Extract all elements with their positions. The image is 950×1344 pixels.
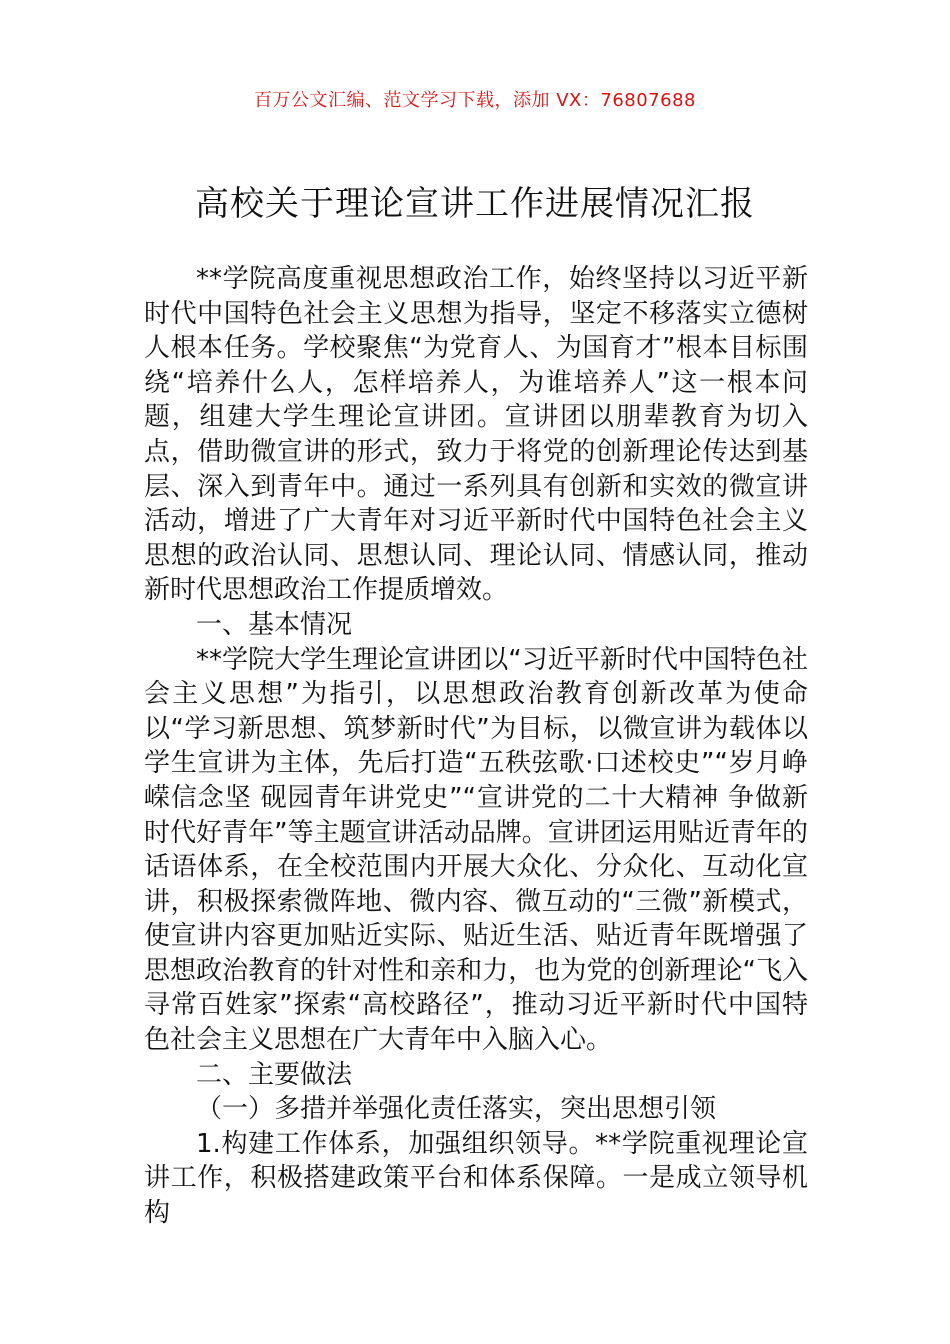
document-body (144, 262, 808, 1231)
body-paragraph-intro: **学院高度重视思想政治工作，始终坚持以习近平新时代中国特色社会主义思想为指导，坚定不移落实立德树人根本任务。学校聚焦“为党育人、为国育才”根本目标围绕“培养什么人，怎样培养人，为谁培养人”这一根本问题，组建大学生理论宣讲团。宣讲团以朋辈教育为切入点，借助微宣讲的形式，致力于将党的创新理论传达到基层、深入到青年中。通过一系列具有创新和实效的微宣讲活动，增进了广大青年对习近平新时代中国特色社会主义思想的政治认同、思想认同、理论认同、情感认同，推动新时代思想政治工作提质增效。 (144, 264, 808, 606)
body-paragraph-item-1: 1.构建工作体系，加强组织领导。**学院重视理论宣讲工作，积极搭建政策平台和体系保障。一是成立领导机构 (144, 1128, 808, 1229)
section-heading-main-practices: 二、主要做法 (196, 1059, 353, 1090)
section-heading-basic-situation: 一、基本情况 (196, 609, 353, 640)
subsection-heading-1: （一）多措并举强化责任落实，突出思想引领 (196, 1094, 717, 1125)
body-paragraph-basic-situation: **学院大学生理论宣讲团以“习近平新时代中国特色社会主义思想”为指引，以思想政治教育创新改革为使命以“学习新思想、筑梦新时代”为目标，以微宣讲为载体以学生宣讲为主体，先后打造“五秩弦歌·口述校史”“岁月峥嵘信念坚 砚园青年讲党史”“宣讲党的二十大精神 争做新时代好青年”等主题宣讲活动品牌。宣讲团运用贴近青年的话语体系，在全校范围内开展大众化、分众化、互动化宣讲，积极探索微阵地、微内容、微互动的“三微”新模式，使宣讲内容更加贴近实际、贴近生活、贴近青年既增强了思想政治教育的针对性和亲和力，也为党的创新理论“飞入寻常百姓家”探索“高校路径”，推动习近平新时代中国特色社会主义思想在广大青年中入脑入心。 (144, 644, 808, 1056)
header-promo-note: 百万公文汇编、范文学习下载，添加 VX：76807688 (254, 90, 696, 111)
document-title: 高校关于理论宣讲工作进展情况汇报 (195, 184, 755, 224)
